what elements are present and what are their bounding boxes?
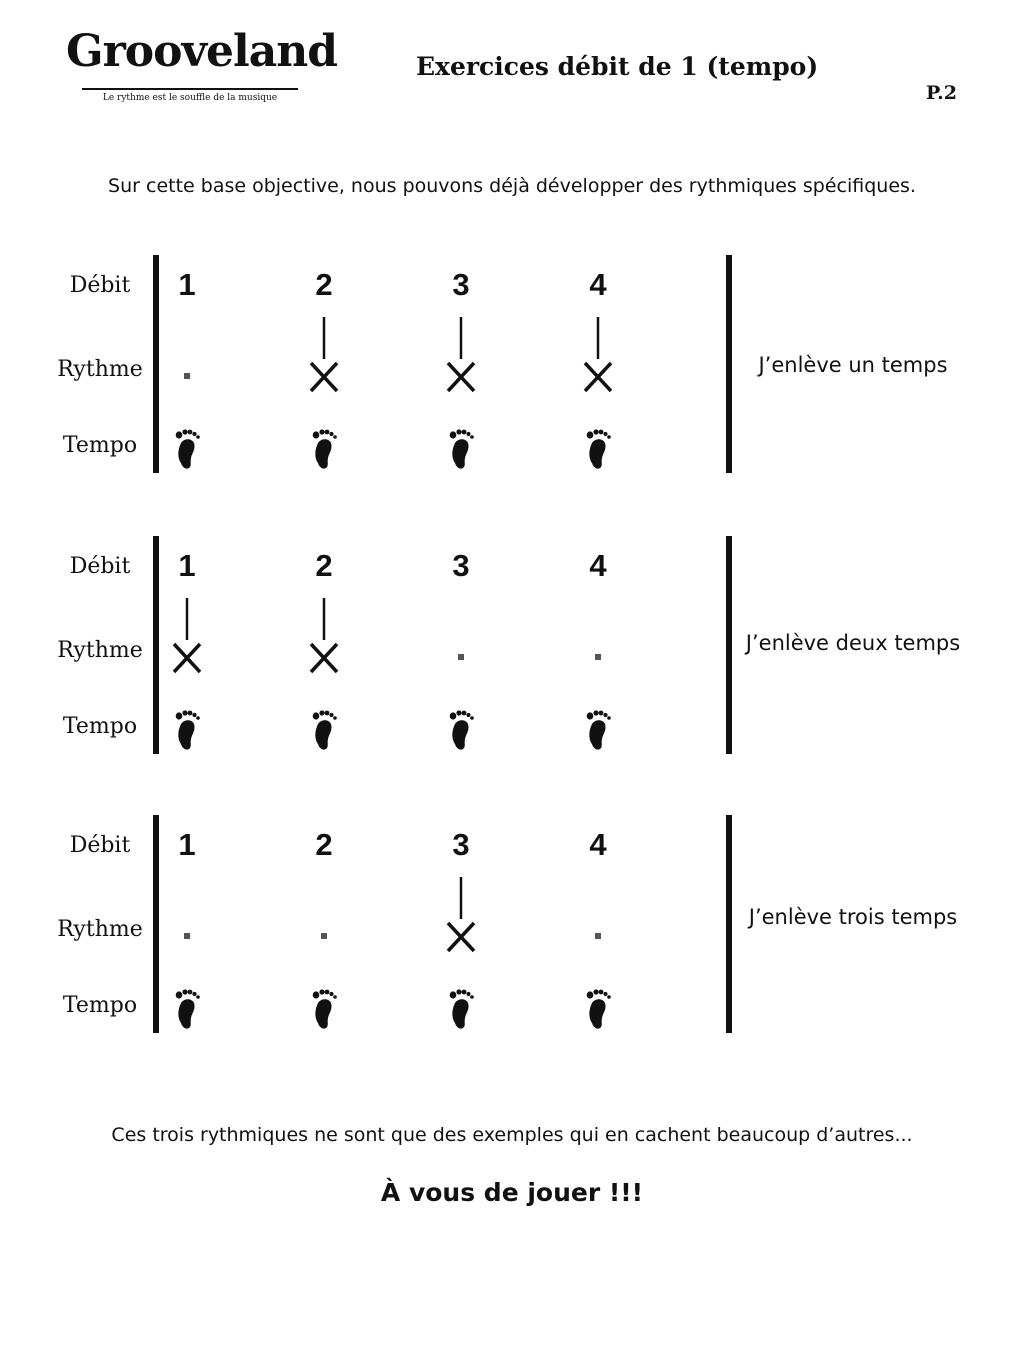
outro-text: Ces trois rythmiques ne sont que des exemples qui en cachent beaucoup d’autres... <box>111 1124 913 1146</box>
footprint-icon <box>174 708 204 752</box>
rest-dot-icon <box>167 317 207 397</box>
barline-left <box>153 255 159 473</box>
cross-note-icon <box>441 317 481 397</box>
rest-dot-icon <box>578 598 618 678</box>
beat-number: 2 <box>315 827 333 862</box>
row-label-rythme: Rythme <box>57 638 143 663</box>
footprint-icon <box>448 708 478 752</box>
cross-note-icon <box>441 877 481 957</box>
footprint-icon <box>311 427 341 471</box>
beat-number: 3 <box>452 548 470 583</box>
cross-note-icon <box>304 317 344 397</box>
cross-note-icon <box>304 598 344 678</box>
exercise-block <box>0 255 1024 477</box>
footprint-icon <box>311 708 341 752</box>
footprint-icon <box>585 987 615 1031</box>
beat-number: 3 <box>452 827 470 862</box>
beat-number: 2 <box>315 267 333 302</box>
rest-dot-icon <box>167 877 207 957</box>
beat-number: 3 <box>452 267 470 302</box>
beat-number: 1 <box>178 267 196 302</box>
beat-number: 4 <box>589 267 607 302</box>
row-label-tempo: Tempo <box>62 993 138 1018</box>
beat-number: 4 <box>589 548 607 583</box>
row-label-debit: Débit <box>69 833 131 858</box>
rest-dot-icon <box>441 598 481 678</box>
barline-left <box>153 815 159 1033</box>
row-label-tempo: Tempo <box>62 433 138 458</box>
exercise-block <box>0 815 1024 1037</box>
footprint-icon <box>585 708 615 752</box>
beat-number: 2 <box>315 548 333 583</box>
row-label-rythme: Rythme <box>57 357 143 382</box>
beat-number: 4 <box>589 827 607 862</box>
exercise-comment: J’enlève deux temps <box>745 631 961 655</box>
intro-text: Sur cette base objective, nous pouvons déjà développer des rythmiques spécifiques. <box>108 175 916 197</box>
beat-number: 1 <box>178 827 196 862</box>
page-number: P.2 <box>926 82 957 104</box>
cross-note-icon <box>167 598 207 678</box>
document-title: Exercices débit de 1 (tempo) <box>416 52 819 81</box>
exercise-comment: J’enlève trois temps <box>748 905 958 929</box>
logo: Grooveland <box>66 26 337 77</box>
rest-dot-icon <box>578 877 618 957</box>
tagline: Le rythme est le souffle de la musique <box>102 93 278 103</box>
cross-note-icon <box>578 317 618 397</box>
rest-dot-icon <box>304 877 344 957</box>
barline-left <box>153 536 159 754</box>
row-label-debit: Débit <box>69 273 131 298</box>
row-label-rythme: Rythme <box>57 917 143 942</box>
footprint-icon <box>174 427 204 471</box>
exercise-comment: J’enlève un temps <box>758 353 948 377</box>
exercise-block <box>0 536 1024 758</box>
footprint-icon <box>448 427 478 471</box>
footprint-icon <box>448 987 478 1031</box>
final-call: À vous de jouer !!! <box>380 1178 644 1207</box>
logo-underline <box>82 88 298 90</box>
footprint-icon <box>174 987 204 1031</box>
footprint-icon <box>585 427 615 471</box>
beat-number: 1 <box>178 548 196 583</box>
footprint-icon <box>311 987 341 1031</box>
row-label-debit: Débit <box>69 554 131 579</box>
row-label-tempo: Tempo <box>62 714 138 739</box>
